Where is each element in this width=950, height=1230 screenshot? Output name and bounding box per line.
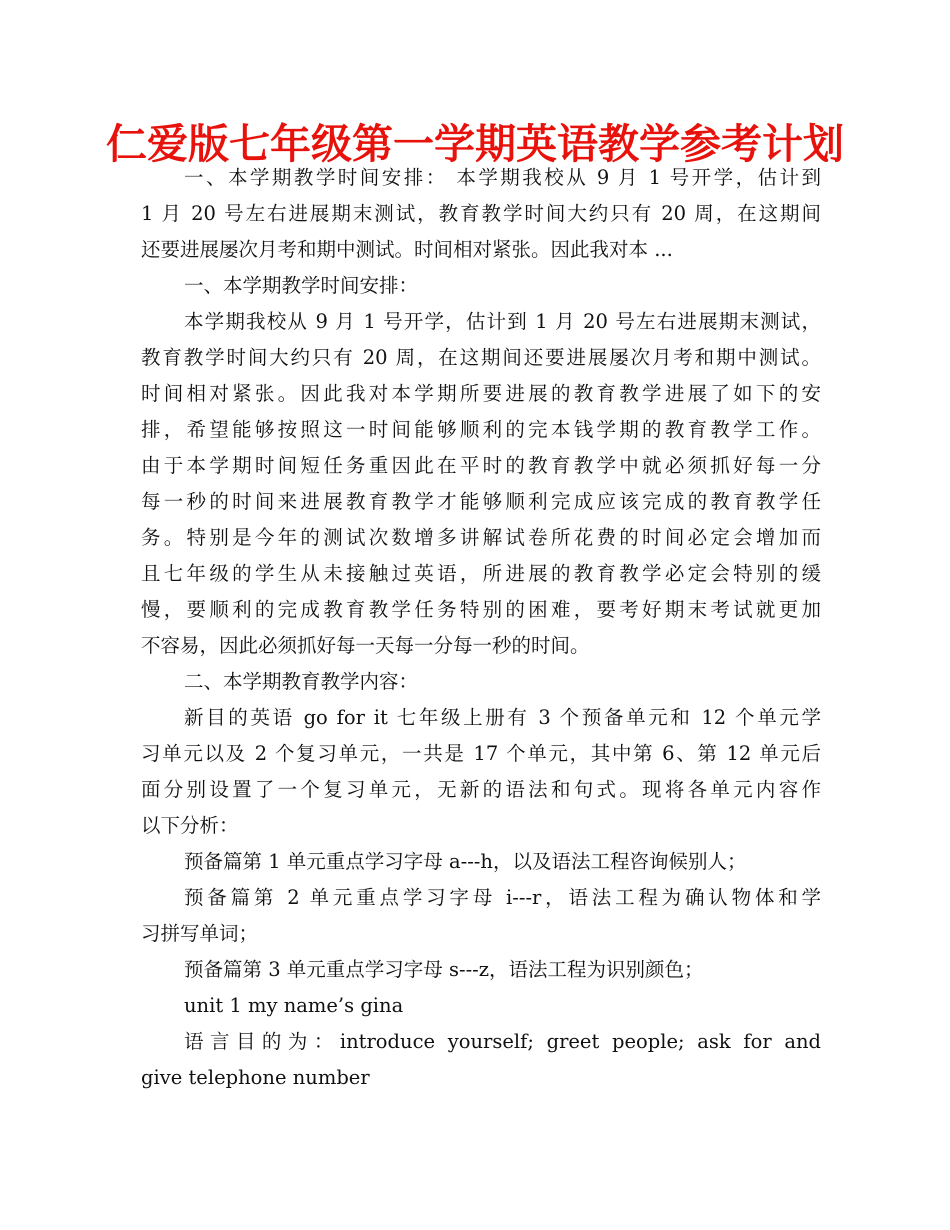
- text-line: 预备篇第 3 单元重点学习字母 s---z，语法工程为识别颜色；: [184, 958, 704, 981]
- text-line: 教育教学时间大约只有 20 周，在这期间还要进展屡次月考和期中测试。: [141, 346, 821, 369]
- text-line: 且七年级的学生从未接触过英语，所进展的教育教学必定会特别的缓: [141, 562, 821, 585]
- text-line: unit 1 my name’s gina: [184, 994, 404, 1017]
- text-line: 本学期我校从 9 月 1 号开学，估计到 1 月 20 号左右进展期末测试，: [184, 310, 821, 333]
- text-line: 1 月 20 号左右进展期末测试，教育教学时间大约只有 20 周，在这期间: [141, 202, 821, 225]
- text-line: 每一秒的时间来进展教育教学才能够顺利完成应该完成的教育教学任: [141, 490, 821, 513]
- text-line: 慢，要顺利的完成教育教学任务特别的困难，要考好期末考试就更加: [141, 598, 821, 621]
- document-body: [141, 160, 821, 1096]
- text-line: 预备篇第 2 单元重点学习字母 i---r，语法工程为确认物体和学: [184, 886, 821, 909]
- text-line: 一、本学期教学时间安排： 本学期我校从 9 月 1 号开学，估计到: [184, 166, 821, 189]
- text-line: 还要进展屡次月考和期中测试。时间相对紧张。因此我对本 ...: [141, 238, 673, 261]
- text-line: give telephone number: [141, 1066, 370, 1089]
- text-line: 预备篇第 1 单元重点学习字母 a---h，以及语法工程咨询候别人；: [184, 850, 747, 873]
- text-line: 务。特别是今年的测试次数增多讲解试卷所花费的时间必定会增加而: [141, 526, 821, 549]
- text-line: 二、本学期教育教学内容：: [184, 670, 419, 693]
- text-line: 以下分析：: [141, 814, 239, 837]
- text-line: 新目的英语 go for it 七年级上册有 3 个预备单元和 12 个单元学: [184, 706, 821, 729]
- text-line: 习拼写单词；: [141, 922, 259, 945]
- text-line: 不容易，因此必须抓好每一天每一分每一秒的时间。: [141, 634, 590, 657]
- text-line: 时间相对紧张。因此我对本学期所要进展的教育教学进展了如下的安: [141, 382, 821, 405]
- document-title: 仁爱版七年级第一学期英语教学参考计划: [106, 120, 844, 168]
- text-line: 排，希望能够按照这一时间能够顺利的完本钱学期的教育教学工作。: [141, 418, 821, 441]
- text-line: 一、本学期教学时间安排：: [184, 274, 419, 297]
- text-line: 习单元以及 2 个复习单元，一共是 17 个单元，其中第 6、第 12 单元后: [141, 742, 821, 765]
- text-line: 面分别设置了一个复习单元，无新的语法和句式。现将各单元内容作: [141, 778, 821, 801]
- text-line: 语言目的为：introduce yourself; greet people; ask for and: [184, 1030, 821, 1053]
- text-line: 由于本学期时间短任务重因此在平时的教育教学中就必须抓好每一分: [141, 454, 821, 477]
